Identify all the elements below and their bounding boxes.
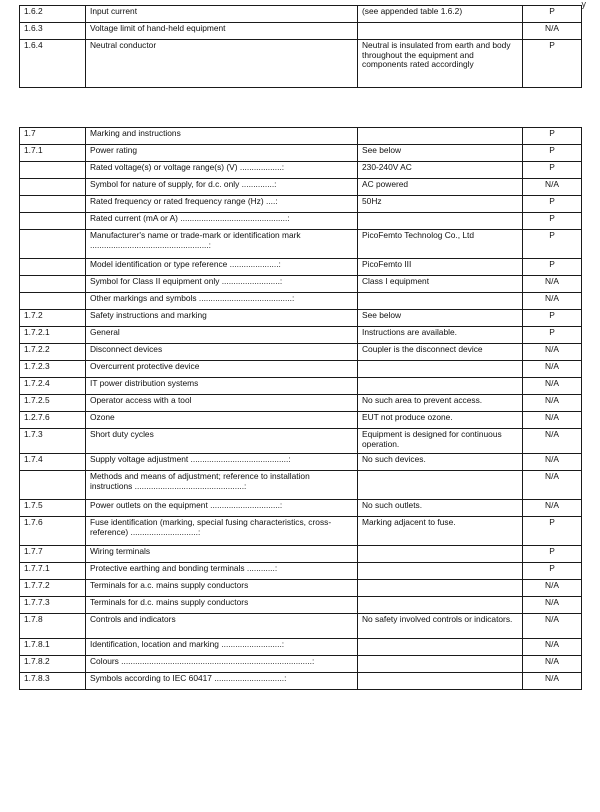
clause-number: 1.7.7.2	[20, 580, 86, 597]
verdict: P	[523, 327, 582, 344]
requirement-text: Disconnect devices	[86, 344, 358, 361]
clause-number: 1.7.8.3	[20, 673, 86, 690]
clause-number	[20, 162, 86, 179]
clause-number	[20, 230, 86, 259]
requirement-text: Fuse identification (marking, special fusing characteristics, cross-reference) .............................:	[86, 517, 358, 546]
requirement-text: Colours ..................................................................................:	[86, 656, 358, 673]
result-remark	[358, 639, 523, 656]
clause-number: 1.7.3	[20, 429, 86, 454]
verdict: N/A	[523, 378, 582, 395]
requirement-text: Rated voltage(s) or voltage range(s) (V) ..................:	[86, 162, 358, 179]
table-row	[20, 230, 582, 259]
table-row	[20, 580, 582, 597]
result-remark: No such devices.	[358, 454, 523, 471]
verdict: P	[523, 546, 582, 563]
result-remark	[358, 213, 523, 230]
result-remark: Marking adjacent to fuse.	[358, 517, 523, 546]
requirement-text: Neutral conductor	[86, 40, 358, 88]
requirement-text: Symbol for nature of supply, for d.c. only ..............:	[86, 179, 358, 196]
requirement-text: Input current	[86, 6, 358, 23]
verdict: N/A	[523, 429, 582, 454]
table-row	[20, 213, 582, 230]
verdict: P	[523, 162, 582, 179]
clause-number: 1.6.3	[20, 23, 86, 40]
requirement-text: Voltage limit of hand-held equipment	[86, 23, 358, 40]
result-remark	[358, 128, 523, 145]
clause-number: 1.7.8.2	[20, 656, 86, 673]
verdict: N/A	[523, 614, 582, 639]
verdict: N/A	[523, 23, 582, 40]
requirement-text: Controls and indicators	[86, 614, 358, 639]
result-remark	[358, 293, 523, 310]
result-remark: See below	[358, 310, 523, 327]
clause-number: 1.7.2.4	[20, 378, 86, 395]
verdict: N/A	[523, 179, 582, 196]
clause-table-1-7	[19, 127, 582, 690]
requirement-text: IT power distribution systems	[86, 378, 358, 395]
result-remark: Neutral is insulated from earth and body throughout the equipment and components rated accordingly	[358, 40, 523, 88]
requirement-text: Power rating	[86, 145, 358, 162]
requirement-text: Other markings and symbols ........................................:	[86, 293, 358, 310]
result-remark: See below	[358, 145, 523, 162]
table-row	[20, 162, 582, 179]
clause-number: 1.6.4	[20, 40, 86, 88]
verdict: P	[523, 145, 582, 162]
table-row	[20, 145, 582, 162]
table-row	[20, 639, 582, 656]
verdict: P	[523, 6, 582, 23]
table-row	[20, 471, 582, 500]
requirement-text: General	[86, 327, 358, 344]
verdict: N/A	[523, 293, 582, 310]
table-row	[20, 656, 582, 673]
requirement-text: Terminals for d.c. mains supply conductors	[86, 597, 358, 614]
verdict: P	[523, 259, 582, 276]
table-row	[20, 327, 582, 344]
verdict: N/A	[523, 395, 582, 412]
result-remark: No safety involved controls or indicators.	[358, 614, 523, 639]
table-row	[20, 23, 582, 40]
clause-number: 1.7.7	[20, 546, 86, 563]
verdict: N/A	[523, 412, 582, 429]
clause-number: 1.7.2.5	[20, 395, 86, 412]
requirement-text: Overcurrent protective device	[86, 361, 358, 378]
requirement-text: Supply voltage adjustment ..........................................:	[86, 454, 358, 471]
requirement-text: Rated frequency or rated frequency range (Hz) ....:	[86, 196, 358, 213]
table-row	[20, 454, 582, 471]
page-corner-text: y	[581, 0, 586, 9]
table-row	[20, 500, 582, 517]
verdict: N/A	[523, 454, 582, 471]
clause-number	[20, 293, 86, 310]
clause-number: 1.7.8.1	[20, 639, 86, 656]
requirement-text: Operator access with a tool	[86, 395, 358, 412]
verdict: N/A	[523, 344, 582, 361]
table-row	[20, 597, 582, 614]
verdict: P	[523, 213, 582, 230]
result-remark: AC powered	[358, 179, 523, 196]
clause-number: 1.7.2.3	[20, 361, 86, 378]
clause-number: 1.7.8	[20, 614, 86, 639]
requirement-text: Model identification or type reference .....................:	[86, 259, 358, 276]
requirement-text: Symbol for Class II equipment only .........................:	[86, 276, 358, 293]
clause-number: 1.7.6	[20, 517, 86, 546]
result-remark: EUT not produce ozone.	[358, 412, 523, 429]
result-remark: Instructions are available.	[358, 327, 523, 344]
clause-table-1-6	[19, 5, 582, 88]
clause-number: 1.7.7.1	[20, 563, 86, 580]
table-row	[20, 259, 582, 276]
result-remark	[358, 597, 523, 614]
requirement-text: Short duty cycles	[86, 429, 358, 454]
verdict: P	[523, 40, 582, 88]
clause-number: 1.7	[20, 128, 86, 145]
table-row	[20, 563, 582, 580]
clause-number: 1.6.2	[20, 6, 86, 23]
result-remark: Coupler is the disconnect device	[358, 344, 523, 361]
result-remark: Equipment is designed for continuous operation.	[358, 429, 523, 454]
verdict: N/A	[523, 639, 582, 656]
clause-number	[20, 276, 86, 293]
verdict: N/A	[523, 673, 582, 690]
table-row	[20, 673, 582, 690]
verdict: N/A	[523, 580, 582, 597]
table-row	[20, 310, 582, 327]
verdict: P	[523, 310, 582, 327]
requirement-text: Rated current (mA or A) ..............................................:	[86, 213, 358, 230]
table-row	[20, 546, 582, 563]
result-remark: PicoFemto III	[358, 259, 523, 276]
result-remark: 230-240V AC	[358, 162, 523, 179]
table-row	[20, 196, 582, 213]
requirement-text: Ozone	[86, 412, 358, 429]
verdict: N/A	[523, 656, 582, 673]
result-remark	[358, 673, 523, 690]
clause-number	[20, 259, 86, 276]
result-remark	[358, 563, 523, 580]
clause-number	[20, 179, 86, 196]
result-remark	[358, 471, 523, 500]
verdict: P	[523, 230, 582, 259]
requirement-text: Power outlets on the equipment ..............................:	[86, 500, 358, 517]
table-row	[20, 361, 582, 378]
table-row	[20, 517, 582, 546]
verdict: N/A	[523, 471, 582, 500]
table-row	[20, 395, 582, 412]
clause-number: 1.2.7.6	[20, 412, 86, 429]
result-remark: No such outlets.	[358, 500, 523, 517]
result-remark	[358, 580, 523, 597]
verdict: N/A	[523, 361, 582, 378]
clause-number	[20, 471, 86, 500]
verdict: P	[523, 517, 582, 546]
result-remark	[358, 656, 523, 673]
result-remark	[358, 378, 523, 395]
table-row	[20, 412, 582, 429]
table-row	[20, 614, 582, 639]
table-row	[20, 293, 582, 310]
verdict: N/A	[523, 276, 582, 293]
requirement-text: Marking and instructions	[86, 128, 358, 145]
requirement-text: Symbols according to IEC 60417 ..............................:	[86, 673, 358, 690]
table-row	[20, 179, 582, 196]
clause-number: 1.7.2.2	[20, 344, 86, 361]
result-remark	[358, 546, 523, 563]
clause-number	[20, 213, 86, 230]
requirement-text: Methods and means of adjustment; reference to installation instructions ...............................................:	[86, 471, 358, 500]
requirement-text: Terminals for a.c. mains supply conductors	[86, 580, 358, 597]
result-remark	[358, 361, 523, 378]
clause-number: 1.7.2	[20, 310, 86, 327]
requirement-text: Wiring terminals	[86, 546, 358, 563]
result-remark	[358, 23, 523, 40]
table-row	[20, 128, 582, 145]
requirement-text: Identification, location and marking ..........................:	[86, 639, 358, 656]
table-row	[20, 344, 582, 361]
clause-number: 1.7.4	[20, 454, 86, 471]
result-remark: (see appended table 1.6.2)	[358, 6, 523, 23]
verdict: N/A	[523, 500, 582, 517]
result-remark: PicoFemto Technolog Co., Ltd	[358, 230, 523, 259]
requirement-text: Protective earthing and bonding terminals ............:	[86, 563, 358, 580]
table-row	[20, 6, 582, 23]
table-row	[20, 40, 582, 88]
table-row	[20, 276, 582, 293]
result-remark: 50Hz	[358, 196, 523, 213]
verdict: N/A	[523, 597, 582, 614]
result-remark: No such area to prevent access.	[358, 395, 523, 412]
table-row	[20, 429, 582, 454]
requirement-text: Manufacturer's name or trade-mark or identification mark ...................................................:	[86, 230, 358, 259]
verdict: P	[523, 196, 582, 213]
requirement-text: Safety instructions and marking	[86, 310, 358, 327]
clause-number	[20, 196, 86, 213]
result-remark: Class I equipment	[358, 276, 523, 293]
verdict: P	[523, 563, 582, 580]
clause-number: 1.7.7.3	[20, 597, 86, 614]
clause-number: 1.7.1	[20, 145, 86, 162]
verdict: P	[523, 128, 582, 145]
table-row	[20, 378, 582, 395]
clause-number: 1.7.5	[20, 500, 86, 517]
clause-number: 1.7.2.1	[20, 327, 86, 344]
